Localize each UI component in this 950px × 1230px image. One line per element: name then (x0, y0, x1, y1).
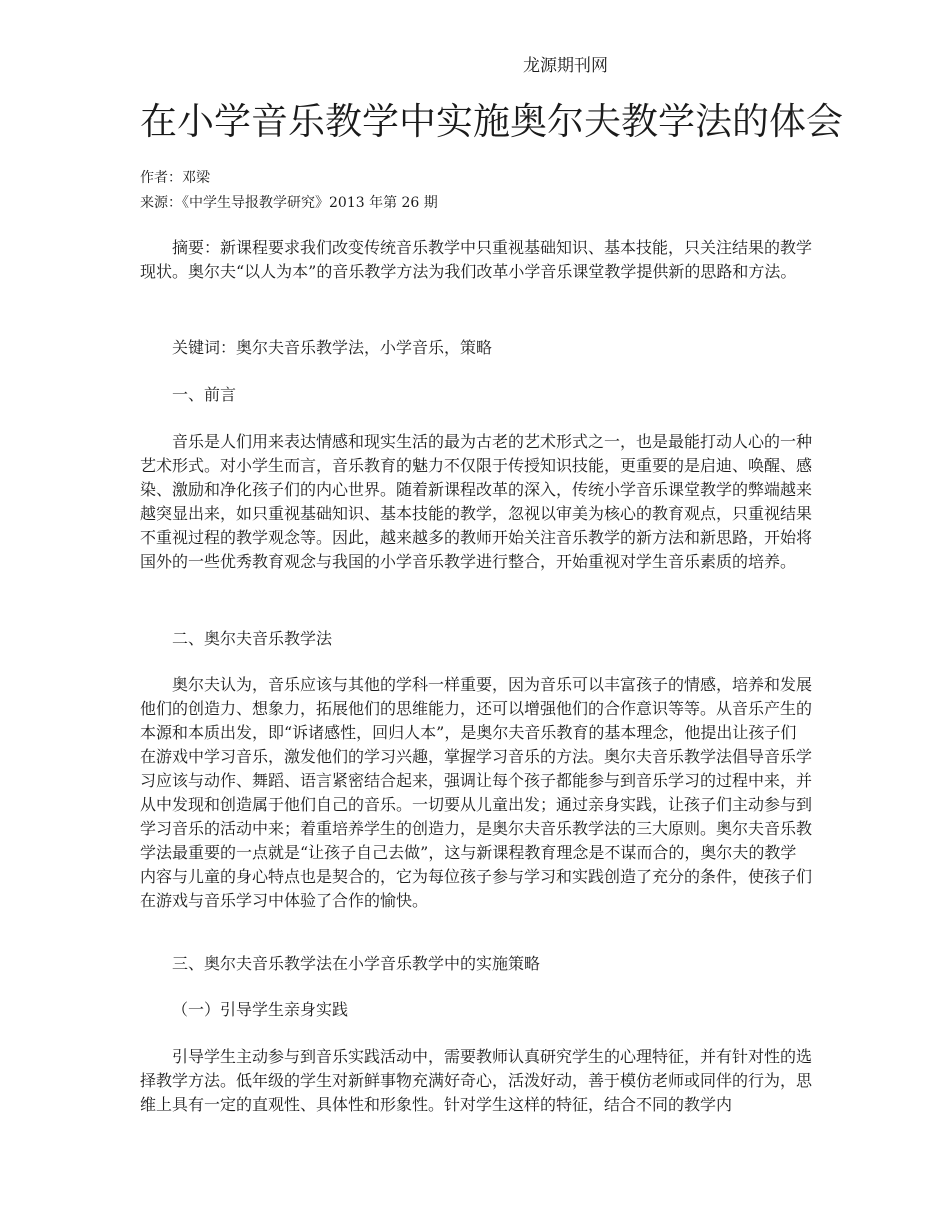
section-heading-strategies: 三、奥尔夫音乐教学法在小学音乐教学中的实施策略 (172, 954, 541, 973)
site-name: 龙源期刊网 (523, 56, 608, 76)
subsection-heading-practice: （一）引导学生亲身实践 (172, 1000, 349, 1019)
source-line: 来源：《中学生导报教学研究》2013 年第 26 期 (140, 195, 438, 211)
abstract-paragraph: 摘要：新课程要求我们改变传统音乐教学中只重视基础知识、基本技能，只关注结果的教学现状。奥尔夫“以人为本”的音乐教学方法为我们改革小学音乐课堂教学提供新的思路和方法。 (140, 238, 813, 281)
author-line: 作者：邓梁 (140, 170, 210, 186)
section-heading-intro: 一、前言 (172, 385, 237, 404)
section-heading-orff-method: 二、奥尔夫音乐教学法 (172, 629, 333, 648)
subsection-practice-body: 引导学生主动参与到音乐实践活动中，需要教师认真研究学生的心理特征，并有针对性的选择教学方法。低年级的学生对新鲜事物充满好奇心，活泼好动，善于模仿老师或同伴的行为，思维上具有一定的直观性、具体性和形象性。针对学生这样的特征，结合不同的教学内 (140, 1047, 813, 1114)
article-title: 在小学音乐教学中实施奥尔夫教学法的体会 (140, 100, 843, 143)
section-intro-body: 音乐是人们用来表达情感和现实生活的最为古老的艺术形式之一，也是最能打动人心的一种艺术形式。对小学生而言，音乐教育的魅力不仅限于传授知识技能，更重要的是启迪、唤醒、感染、激励和净化孩子们的内心世界。随着新课程改革的深入，传统小学音乐课堂教学的弊端越来越突显出来，如只重视基础知识、基本技能的教学，忽视以审美为核心的教育观点，只重视结果不重视过程的教学观念等。因此，越来越多的教师开始关注音乐教学的新方法和新思路，开始将国外的一些优秀教育观念与我国的小学音乐教学进行整合，开始重视对学生音乐素质的培养。 (140, 432, 813, 571)
section-orff-method-body: 奥尔夫认为，音乐应该与其他的学科一样重要，因为音乐可以丰富孩子的情感，培养和发展他们的创造力、想象力，拓展他们的思维能力，还可以增强他们的合作意识等等。从音乐产生的本源和本质出发，即“诉诸感性，回归人本”，是奥尔夫音乐教育的基本理念，他提出让孩子们在游戏中学习音乐，激发他们的学习兴趣，掌握学习音乐的方法。奥尔夫音乐教学法倡导音乐学习应该与动作、舞蹈、语言紧密结合起来，强调让每个孩子都能参与到音乐学习的过程中来，并从中发现和创造属于他们自己的音乐。一切要从儿童出发；通过亲身实践，让孩子们主动参与到学习音乐的活动中来；着重培养学生的创造力，是奥尔夫音乐教学法的三大原则。奥尔夫音乐教学法最重要的一点就是“让孩子自己去做”，这与新课程教育理念是不谋而合的，奥尔夫的教学内容与儿童的身心特点也是契合的，它为每位孩子参与学习和实践创造了充分的条件，使孩子们在游戏与音乐学习中体验了合作的愉快。 (140, 675, 813, 910)
keywords-line: 关键词：奥尔夫音乐教学法，小学音乐，策略 (172, 338, 493, 357)
